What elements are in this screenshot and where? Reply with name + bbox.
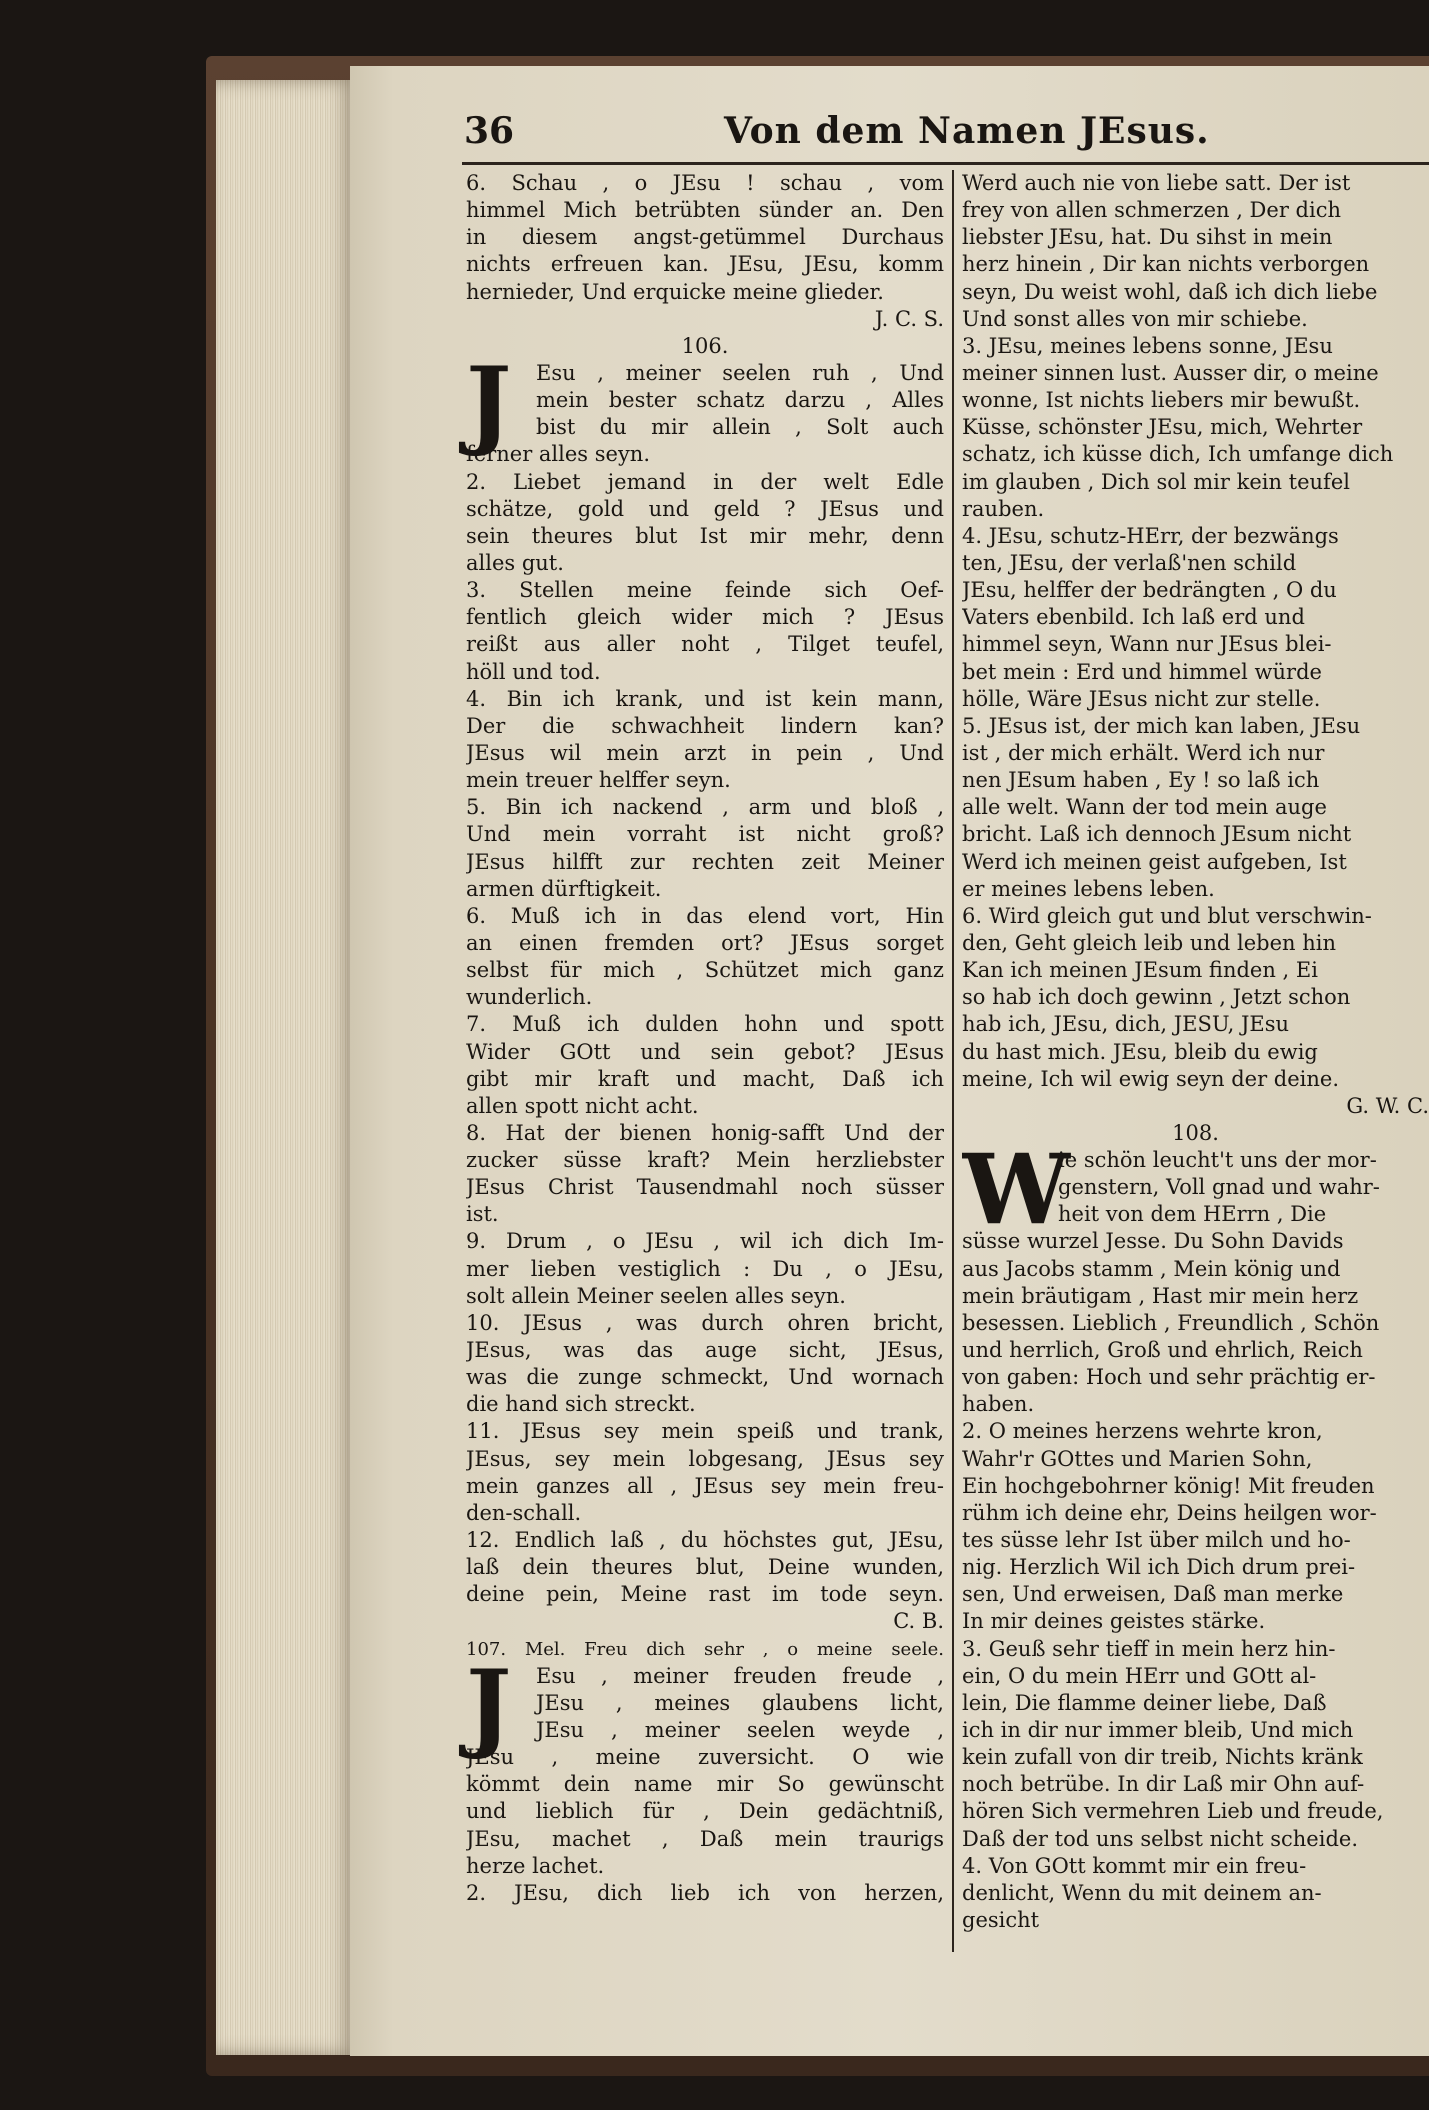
text-line: gesicht	[962, 1908, 1040, 1932]
text-line: meine, Ich wil ewig seyn der deine.	[962, 1066, 1340, 1091]
text-line: Und sonst alles von mir schiebe.	[962, 306, 1308, 331]
text-line: 7. Muß ich dulden hohn und spott	[466, 1012, 944, 1037]
text-line: ist , der mich erhält. Werd ich nur	[962, 740, 1325, 765]
text-line: im glauben , Dich sol mir kein teufel	[962, 469, 1350, 494]
text-line: schätze, gold und geld ? JEsus und	[466, 496, 944, 521]
text-line: herz hinein , Dir kan nichts verborgen	[962, 252, 1370, 277]
text-line: Esu , meiner seelen ruh , Und	[536, 360, 944, 385]
text-line: Wider GOtt und sein gebot? JEsus	[466, 1039, 944, 1064]
text-line: die hand sich streckt.	[466, 1392, 696, 1417]
text-line: mein bräutigam , Hast mir mein herz	[962, 1283, 1359, 1308]
text-line: 5. Bin ich nackend , arm und bloß ,	[466, 795, 944, 820]
text-line: Wahr'r GOttes und Marien Sohn,	[962, 1446, 1313, 1471]
text-line: haben.	[962, 1392, 1035, 1417]
text-line: wonne, Ist nichts liebers mir bewußt.	[962, 388, 1361, 413]
text-line: rühm ich deine ehr, Deins heilgen wor-	[962, 1500, 1377, 1525]
text-line: 4. Bin ich krank, und ist kein mann,	[466, 686, 944, 711]
text-line: süsse wurzel Jesse. Du Sohn Davids	[962, 1229, 1344, 1254]
text-line: JEsus hilfft zur rechten zeit Meiner	[466, 849, 944, 874]
text-line: laß dein theures blut, Deine wunden,	[466, 1555, 944, 1580]
right-column	[962, 170, 1429, 1934]
text-line: Esu , meiner freuden freude ,	[536, 1663, 944, 1688]
text-line: 2. O meines herzens wehrte kron,	[962, 1419, 1323, 1444]
text-line: G. W. C.	[1346, 1093, 1429, 1118]
text-line: alles gut.	[466, 550, 564, 575]
text-line: Und mein vorraht ist nicht groß?	[466, 822, 944, 847]
text-line: mein treuer helffer seyn.	[466, 768, 731, 793]
text-line: 6. Muß ich in das elend vort, Hin	[466, 903, 944, 928]
text-line: und herrlich, Groß und ehrlich, Reich	[962, 1338, 1363, 1363]
text-line: mein ganzes all , JEsus sey mein freu-	[466, 1473, 944, 1498]
text-line: 12. Endlich laß , du höchstes gut, JEsu,	[466, 1528, 944, 1553]
text-line: 3. Geuß sehr tieff in mein herz hin-	[962, 1636, 1336, 1661]
text-line: schatz, ich küsse dich, Ich umfange dich	[962, 442, 1394, 467]
text-line: nig. Herzlich Wil ich Dich drum prei-	[962, 1555, 1356, 1580]
page-edges	[216, 80, 356, 2055]
text-line: 5. JEsus ist, der mich kan laben, JEsu	[962, 713, 1361, 738]
text-line: bricht. Laß ich dennoch JEsum nicht	[962, 822, 1352, 847]
page-number: 36	[464, 110, 515, 152]
text-line: ie schön leucht't uns der mor-	[1058, 1148, 1377, 1173]
text-line: den, Geht gleich leib und leben hin	[962, 930, 1336, 955]
text-line: sein theures blut Ist mir mehr, denn	[466, 523, 944, 548]
text-line: ten, JEsu, der verlaß'nen schild	[962, 550, 1297, 575]
running-title: Von dem Namen JEsus.	[724, 110, 1210, 152]
text-line: Werd auch nie von liebe satt. Der ist	[962, 171, 1351, 195]
text-line: 2. Liebet jemand in der welt Edle	[466, 469, 944, 494]
text-line: heit von dem HErrn , Die	[1058, 1202, 1327, 1227]
text-line: an einen fremden ort? JEsus sorget	[466, 930, 944, 955]
text-line: hölle, Wäre JEsus nicht zur stelle.	[962, 686, 1321, 711]
text-line: tes süsse lehr Ist über milch und ho-	[962, 1528, 1351, 1553]
text-line: ein, O du mein HErr und GOtt al-	[962, 1663, 1317, 1688]
text-line: aus Jacobs stamm , Mein könig und	[962, 1256, 1341, 1281]
text-line: wunderlich.	[466, 985, 593, 1010]
text-line: lein, Die flamme deiner liebe, Daß	[962, 1690, 1327, 1715]
text-line: du hast mich. JEsu, bleib du ewig	[962, 1039, 1318, 1064]
text-line: frey von allen schmerzen , Der dich	[962, 198, 1341, 223]
drop-capital: W	[962, 1133, 1070, 1247]
text-line: Werd ich meinen geist aufgeben, Ist	[962, 849, 1347, 874]
text-line: was die zunge schmeckt, Und wornach	[466, 1365, 944, 1390]
text-line: denlicht, Wenn du mit deinem an-	[962, 1880, 1322, 1905]
text-line: armen dürftigkeit.	[466, 876, 662, 901]
text-line: himmel Mich betrübten sünder an. Den	[466, 198, 944, 223]
text-line: gibt mir kraft und macht, Daß ich	[466, 1066, 944, 1091]
text-line: JEsu , meiner seelen weyde ,	[536, 1718, 944, 1743]
book-page	[350, 66, 1429, 2056]
text-line: mer lieben vestiglich : Du , o JEsu,	[466, 1256, 944, 1281]
text-line: 4. JEsu, schutz-HErr, der bezwängs	[962, 523, 1339, 548]
column-rule	[952, 170, 954, 1952]
text-line: 11. JEsus sey mein speiß und trank,	[466, 1419, 944, 1444]
text-line: JEsu, helffer der bedrängten , O du	[962, 578, 1337, 603]
text-line: liebster JEsu, hat. Du sihst in mein	[962, 225, 1333, 250]
text-line: ist.	[466, 1202, 499, 1227]
text-line: reißt aus aller noht , Tilget teufel,	[466, 632, 944, 657]
text-line: von gaben: Hoch und sehr prächtig er-	[962, 1365, 1376, 1390]
text-line: bist du mir allein , Solt auch	[536, 415, 944, 440]
text-line: seyn, Du weist wohl, daß ich dich liebe	[962, 279, 1378, 304]
text-line: kein zufall von dir treib, Nichts kränk	[962, 1745, 1363, 1770]
text-line: solt allein Meiner seelen alles seyn.	[466, 1283, 846, 1308]
text-line: JEsus, sey mein lobgesang, JEsus sey	[466, 1446, 944, 1471]
text-line: kömmt dein name mir So gewünscht	[466, 1772, 944, 1797]
text-line: JEsu, machet , Daß mein traurigs	[466, 1826, 944, 1851]
drop-capital: J	[466, 1649, 512, 1763]
text-line: 107. Mel. Freu dich sehr , o meine seele.	[466, 1638, 944, 1660]
text-line: Kan ich meinen JEsum finden , Ei	[962, 958, 1318, 983]
text-line: er meines lebens leben.	[962, 876, 1215, 901]
text-line: 3. JEsu, meines lebens sonne, JEsu	[962, 333, 1333, 358]
text-line: Der die schwachheit lindern kan?	[466, 713, 944, 738]
text-line: bet mein : Erd und himmel würde	[962, 659, 1322, 684]
text-line: 4. Von GOtt kommt mir ein freu-	[962, 1853, 1307, 1878]
text-line: hab ich, JEsu, dich, JESU, JEsu	[962, 1012, 1290, 1037]
text-line: C. B.	[893, 1609, 944, 1634]
text-line: sen, Und erweisen, Daß man merke	[962, 1582, 1344, 1607]
text-line: In mir deines geistes stärke.	[962, 1609, 1266, 1634]
text-line: JEsu , meine zuversicht. O wie	[466, 1745, 944, 1770]
text-line: Küsse, schönster JEsu, mich, Wehrter	[962, 415, 1363, 440]
text-line: JEsus Christ Tausendmahl noch süsser	[466, 1175, 944, 1200]
text-line: 108.	[1172, 1120, 1219, 1145]
text-line: 2. JEsu, dich lieb ich von herzen,	[466, 1880, 944, 1905]
text-line: nichts erfreuen kan. JEsu, JEsu, komm	[466, 252, 944, 277]
text-line: 10. JEsus , was durch ohren bricht,	[466, 1310, 944, 1335]
text-line: besessen. Lieblich , Freundlich , Schön	[962, 1310, 1380, 1335]
text-line: und lieblich für , Dein gedächtniß,	[466, 1799, 944, 1824]
text-line: deine pein, Meine rast im tode seyn.	[466, 1582, 944, 1607]
text-line: Daß der tod uns selbst nicht scheide.	[962, 1826, 1358, 1851]
text-line: 9. Drum , o JEsu , wil ich dich Im-	[466, 1229, 944, 1254]
text-line: herze lachet.	[466, 1853, 605, 1878]
text-line: 8. Hat der bienen honig-safft Und der	[466, 1120, 944, 1145]
text-line: 106.	[681, 333, 729, 358]
left-column	[466, 170, 944, 1907]
text-line: in diesem angst-getümmel Durchaus	[466, 225, 944, 250]
text-line: meiner sinnen lust. Ausser dir, o meine	[962, 360, 1379, 385]
text-line: JEsus wil mein arzt in pein , Und	[466, 740, 944, 765]
text-line: genstern, Voll gnad und wahr-	[1058, 1175, 1380, 1200]
text-line: 3. Stellen meine feinde sich Oef-	[466, 578, 944, 603]
text-line: JEsu , meines glaubens licht,	[536, 1690, 944, 1715]
text-line: alle welt. Wann der tod mein auge	[962, 795, 1327, 820]
text-line: den-schall.	[466, 1500, 582, 1525]
text-line: höll und tod.	[466, 659, 601, 684]
text-line: so hab ich doch gewinn , Jetzt schon	[962, 985, 1351, 1010]
text-line: rauben.	[962, 496, 1045, 521]
text-line: 6. Wird gleich gut und blut verschwin-	[962, 903, 1372, 928]
text-line: noch betrübe. In dir Laß mir Ohn auf-	[962, 1772, 1365, 1797]
text-line: ich in dir nur immer bleib, Und mich	[962, 1718, 1354, 1743]
text-line: zucker süsse kraft? Mein herzliebster	[466, 1148, 944, 1173]
text-line: allen spott nicht acht.	[466, 1093, 699, 1118]
text-line: JEsus, was das auge sicht, JEsus,	[466, 1338, 944, 1363]
text-line: ferner alles seyn.	[466, 442, 651, 467]
text-line: fentlich gleich wider mich ? JEsus	[466, 605, 944, 630]
text-line: nen JEsum haben , Ey ! so laß ich	[962, 768, 1320, 793]
text-line: hören Sich vermehren Lieb und freude,	[962, 1799, 1384, 1824]
text-line: Ein hochgebohrner könig! Mit freuden	[962, 1473, 1375, 1498]
text-line: J. C. S.	[874, 306, 944, 331]
text-line: himmel seyn, Wann nur JEsus blei-	[962, 632, 1332, 657]
header-rule	[462, 162, 1429, 165]
text-line: mein bester schatz darzu , Alles	[536, 388, 944, 413]
text-line: 6. Schau , o JEsu ! schau , vom	[466, 171, 944, 195]
text-line: selbst für mich , Schützet mich ganz	[466, 958, 944, 983]
drop-capital: J	[466, 346, 512, 460]
text-line: Vaters ebenbild. Ich laß erd und	[962, 605, 1305, 630]
text-line: hernieder, Und erquicke meine glieder.	[466, 279, 884, 304]
